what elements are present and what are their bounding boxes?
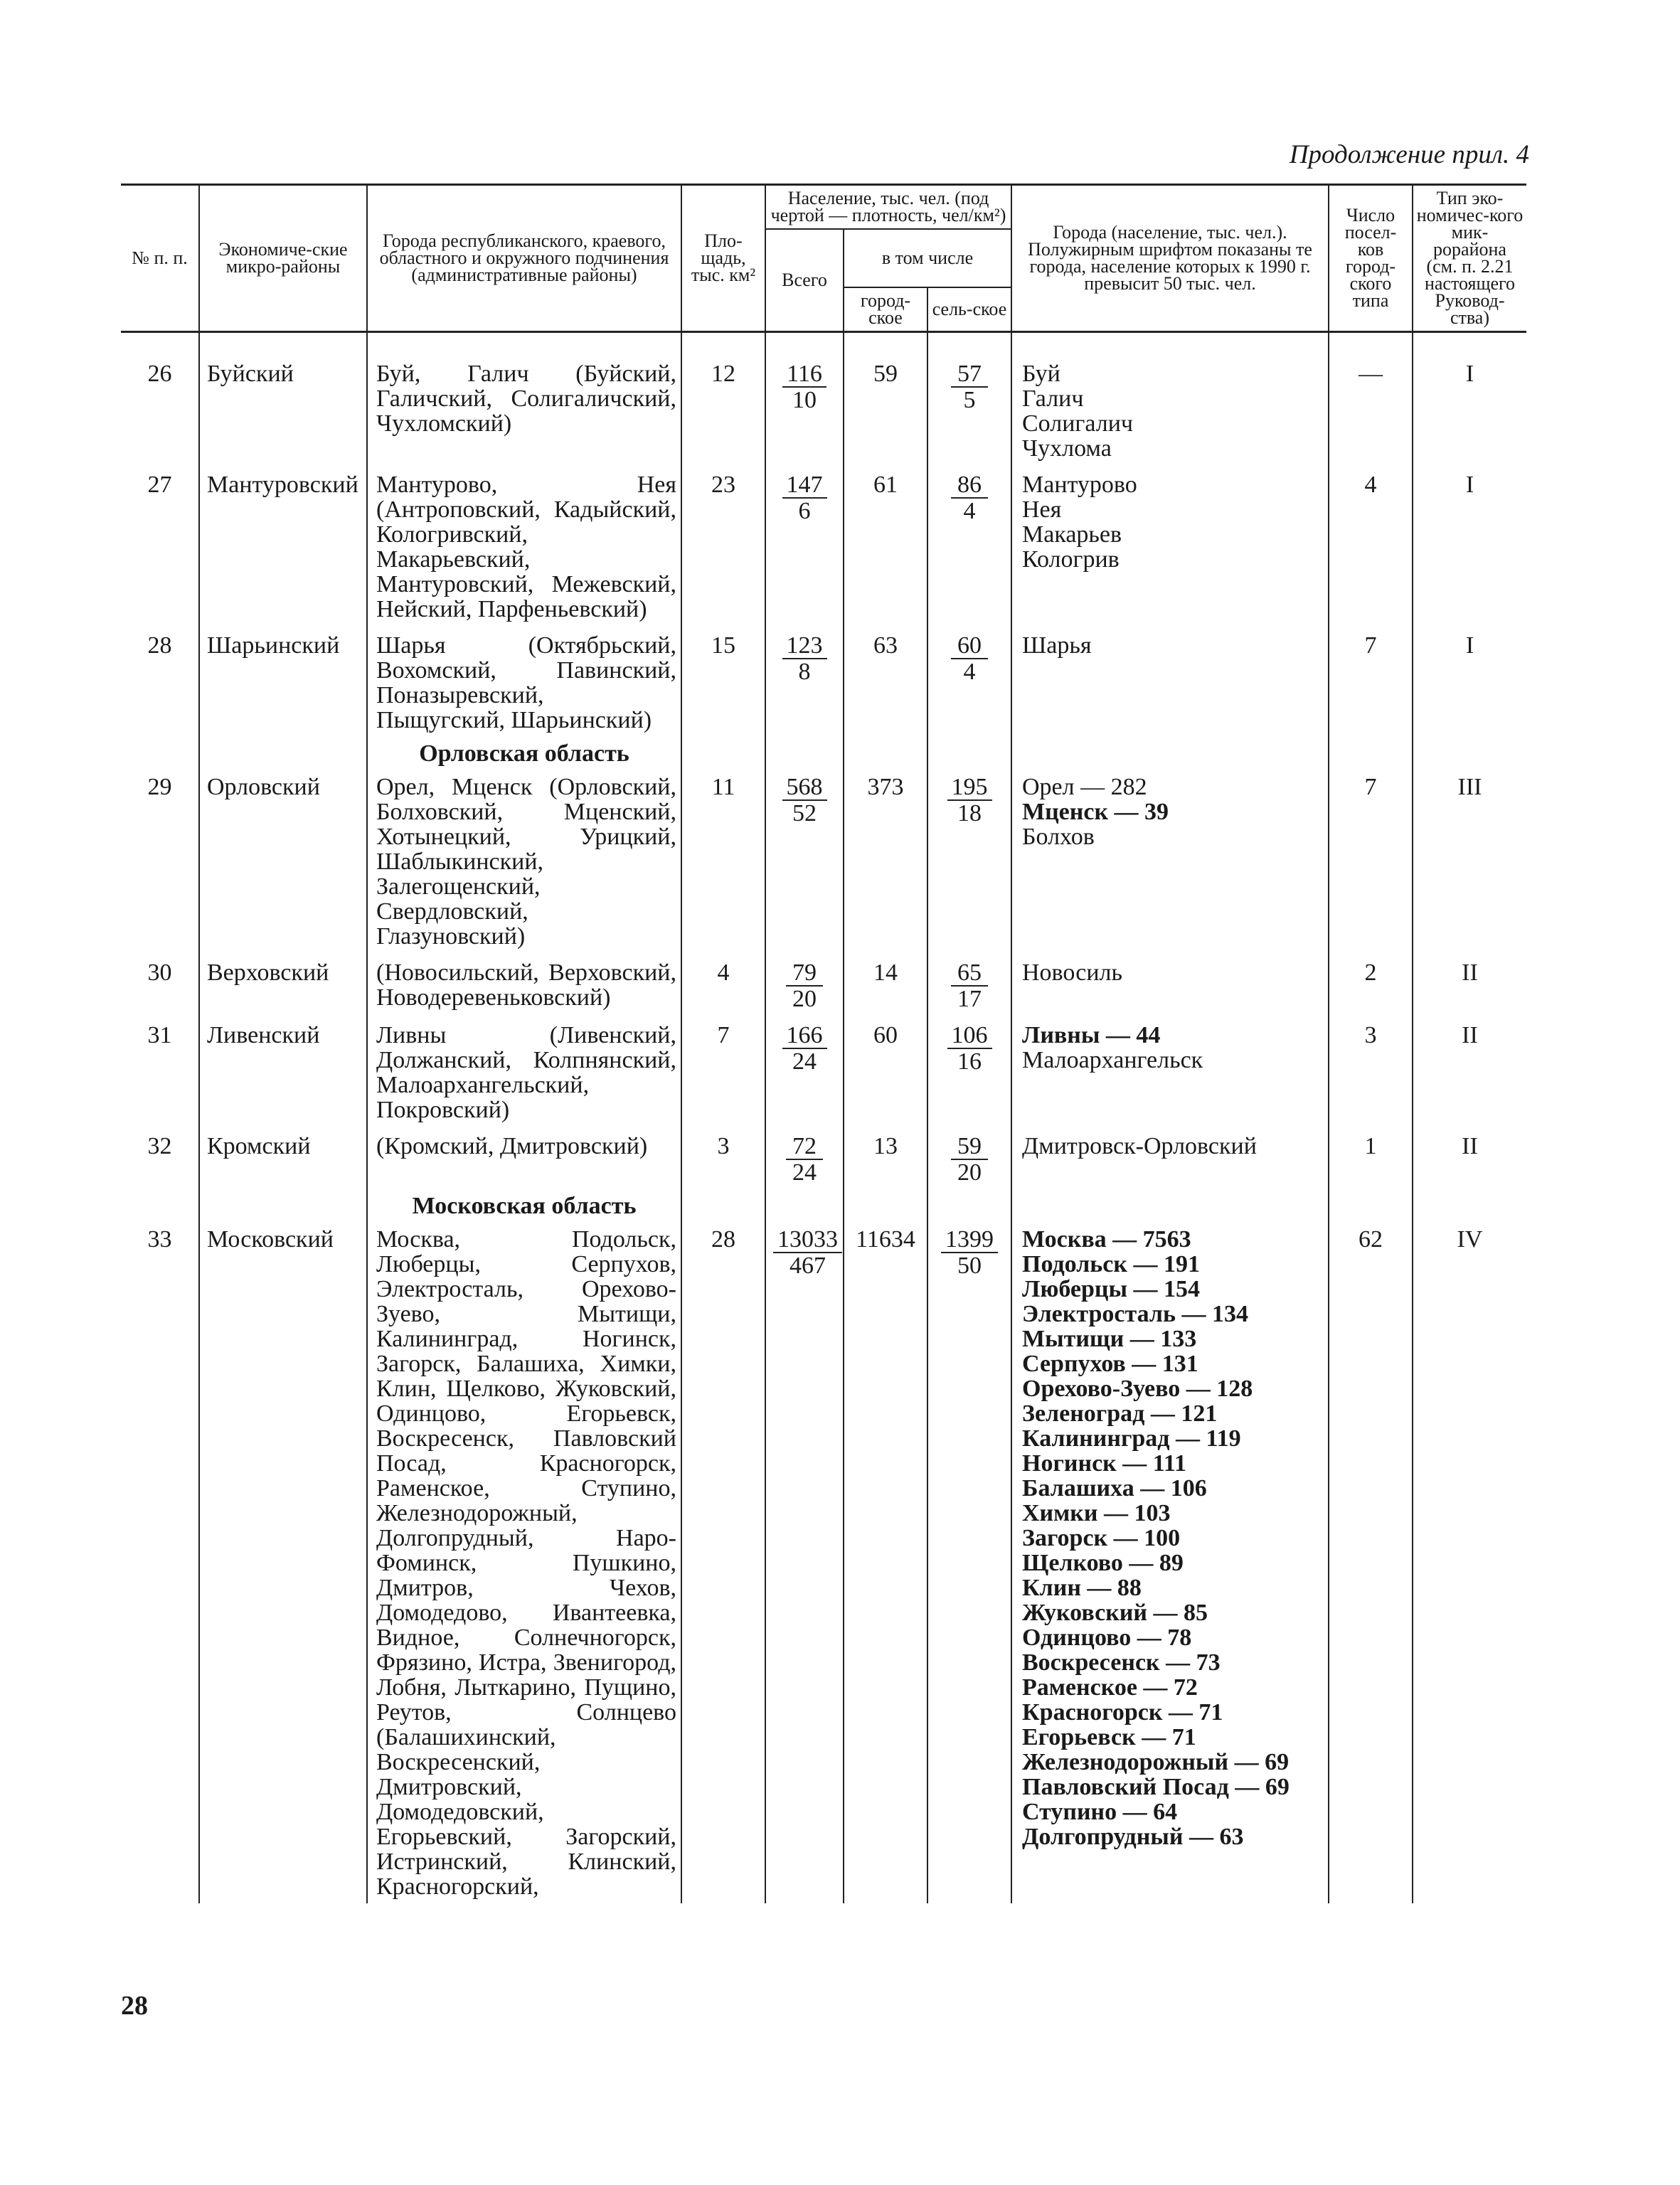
region-title: Орловская область bbox=[419, 740, 629, 767]
rural-density: 5 bbox=[963, 387, 976, 413]
total-density: 24 bbox=[792, 1048, 817, 1075]
header-no: № п. п. bbox=[121, 185, 199, 332]
header-urban: город-ское bbox=[844, 287, 927, 332]
row-number: 32 bbox=[121, 1127, 199, 1189]
urban-value: 63 bbox=[844, 626, 927, 737]
micro-name: Буйский bbox=[199, 354, 367, 465]
rural-value: 65 bbox=[951, 960, 988, 987]
total-fraction bbox=[782, 472, 827, 523]
micro-name: Орловский bbox=[199, 767, 367, 953]
rural-value: 57 bbox=[951, 361, 988, 388]
town-item: Ногинск — 111 bbox=[1022, 1450, 1186, 1477]
area-value: 3 bbox=[681, 1127, 765, 1189]
town-item: Щелково — 89 bbox=[1022, 1550, 1184, 1576]
settlements-count: 3 bbox=[1329, 1016, 1413, 1127]
town-item: Болхов bbox=[1022, 824, 1095, 850]
area-value: 4 bbox=[681, 953, 765, 1016]
rural-density: 50 bbox=[957, 1253, 982, 1279]
total-fraction bbox=[786, 1134, 823, 1185]
settlements-count: — bbox=[1329, 354, 1413, 465]
table-body bbox=[121, 332, 1526, 1904]
row-number: 29 bbox=[121, 767, 199, 953]
town-item: Малоархангельск bbox=[1022, 1047, 1203, 1073]
town-item: Серпухов — 131 bbox=[1022, 1351, 1198, 1377]
micro-type: II bbox=[1413, 1127, 1526, 1189]
total-value: 116 bbox=[782, 361, 826, 388]
town-item: Мантурово bbox=[1022, 472, 1137, 498]
rural-density: 16 bbox=[957, 1048, 982, 1075]
micro-type: III bbox=[1413, 767, 1526, 953]
header-area: Пло-щадь, тыс. км² bbox=[681, 185, 765, 332]
total-value: 147 bbox=[782, 472, 827, 499]
town-item: Железнодорожный — 69 bbox=[1022, 1749, 1290, 1775]
micro-name: Московский bbox=[199, 1220, 367, 1903]
header-rural: сель-ское bbox=[927, 287, 1011, 332]
header-settl: Число посел-ков город-ского типа bbox=[1329, 185, 1413, 332]
town-item: Долгопрудный — 63 bbox=[1022, 1824, 1244, 1850]
town-item: Воскресенск — 73 bbox=[1022, 1649, 1221, 1676]
area-value: 11 bbox=[681, 767, 765, 953]
town-item: Дмитровск-Орловский bbox=[1022, 1133, 1257, 1159]
area-value: 7 bbox=[681, 1016, 765, 1127]
town-item: Химки — 103 bbox=[1022, 1500, 1171, 1526]
town-item: Подольск — 191 bbox=[1022, 1251, 1200, 1277]
micro-type: I bbox=[1413, 465, 1526, 626]
towns-list bbox=[1011, 354, 1329, 465]
town-item: Павловский Посад — 69 bbox=[1022, 1774, 1290, 1800]
towns-list bbox=[1011, 1220, 1329, 1903]
header-incl: в том числе bbox=[844, 229, 1011, 287]
town-item: Егорьевск — 71 bbox=[1022, 1724, 1196, 1750]
table-row bbox=[121, 1220, 1526, 1903]
town-item: Орел — 282 bbox=[1022, 774, 1147, 800]
cities-text: Москва, Подольск, Люберцы, Серпухов, Электросталь, Орехово-Зуево, Мытищи, Калининград, Ногинск, Загорск, Балашиха, Химки, Клин, Щелково, Жуковский, Одинцово, Егорьевск, Воскресенск, Павловский Посад, Красногорск, Раменское, Ступино, Железнодорожный, Долгопрудный, Наро-Фоминск, Пушкино, Дмитров, Чехов, Домодедово, Ивантеевка, Видное, Солнечногорск, Фрязино, Истра, Звенигород, Лобня, Лыткарино, Пущино, Реутов, Солнцево (Балашихинский, Воскресенский, Дмитровский, Домодедовский, Егорьевский, Загорский, Истринский, Клинский, Красногорский, bbox=[367, 1220, 681, 1903]
cities-text: (Кромский, Дмитровский) bbox=[367, 1127, 681, 1189]
total-fraction bbox=[786, 960, 823, 1011]
micro-name: Верховский bbox=[199, 953, 367, 1016]
total-density: 6 bbox=[798, 498, 811, 524]
table-row bbox=[121, 465, 1526, 626]
header-cities: Города республиканского, краевого, областного и окружного подчинения (административные районы) bbox=[367, 185, 681, 332]
town-item: Красногорск — 71 bbox=[1022, 1699, 1223, 1726]
table-row bbox=[121, 626, 1526, 737]
settlements-count: 62 bbox=[1329, 1220, 1413, 1903]
town-item: Нея bbox=[1022, 496, 1062, 523]
settlements-count: 1 bbox=[1329, 1127, 1413, 1189]
micro-name: Шарьинский bbox=[199, 626, 367, 737]
urban-value: 59 bbox=[844, 354, 927, 465]
rural-fraction bbox=[951, 361, 988, 413]
urban-value: 60 bbox=[844, 1016, 927, 1127]
rural-fraction bbox=[951, 633, 988, 684]
town-item: Новосиль bbox=[1022, 959, 1122, 986]
table-row bbox=[121, 953, 1526, 1016]
total-density: 10 bbox=[792, 387, 817, 413]
total-fraction bbox=[782, 633, 827, 684]
header-micro: Экономиче-ские микро-районы bbox=[199, 185, 367, 332]
micro-type: I bbox=[1413, 626, 1526, 737]
town-item: Чухлома bbox=[1022, 435, 1112, 462]
micro-name: Кромский bbox=[199, 1127, 367, 1189]
towns-list bbox=[1011, 465, 1329, 626]
town-item: Солигалич bbox=[1022, 410, 1133, 437]
towns-list bbox=[1011, 1127, 1329, 1189]
header-towns: Города (население, тыс. чел.). Полужирным шрифтом показаны те города, население которых к 1990 г. превысит 50 тыс. чел. bbox=[1011, 185, 1329, 332]
total-density: 52 bbox=[792, 800, 817, 826]
town-item: Орехово-Зуево — 128 bbox=[1022, 1376, 1253, 1402]
total-value: 13033 bbox=[773, 1227, 842, 1253]
area-value: 15 bbox=[681, 626, 765, 737]
micro-type: II bbox=[1413, 1016, 1526, 1127]
towns-list bbox=[1011, 1016, 1329, 1127]
micro-type: I bbox=[1413, 354, 1526, 465]
micro-name: Мантуровский bbox=[199, 465, 367, 626]
rural-density: 20 bbox=[957, 1159, 982, 1186]
town-item: Клин — 88 bbox=[1022, 1575, 1142, 1601]
rural-fraction bbox=[951, 960, 988, 1011]
urban-value: 11634 bbox=[844, 1220, 927, 1903]
towns-list bbox=[1011, 626, 1329, 737]
town-item: Макарьев bbox=[1022, 521, 1122, 548]
area-value: 23 bbox=[681, 465, 765, 626]
urban-value: 13 bbox=[844, 1127, 927, 1189]
total-fraction bbox=[782, 1023, 827, 1074]
micro-name: Ливенский bbox=[199, 1016, 367, 1127]
row-number: 31 bbox=[121, 1016, 199, 1127]
area-value: 12 bbox=[681, 354, 765, 465]
header-total: Всего bbox=[765, 229, 844, 332]
row-number: 26 bbox=[121, 354, 199, 465]
town-item: Одинцово — 78 bbox=[1022, 1625, 1192, 1651]
total-fraction bbox=[782, 775, 827, 826]
rural-fraction bbox=[951, 1134, 988, 1185]
rural-fraction bbox=[947, 1023, 992, 1074]
area-value: 28 bbox=[681, 1220, 765, 1903]
total-fraction bbox=[773, 1227, 842, 1278]
row-number: 33 bbox=[121, 1220, 199, 1903]
total-value: 123 bbox=[782, 633, 827, 659]
rural-fraction bbox=[941, 1227, 998, 1278]
cities-text: Орел, Мценск (Орловский, Болховский, Мценский, Хотынецкий, Урицкий, Шаблыкинский, Залегощенский, Свердловский, Глазуновский) bbox=[367, 767, 681, 953]
town-item: Мценск — 39 bbox=[1022, 799, 1169, 825]
page-title: Продолжение прил. 4 bbox=[1289, 140, 1529, 169]
town-item: Буй bbox=[1022, 361, 1060, 387]
settlements-count: 7 bbox=[1329, 626, 1413, 737]
rural-value: 59 bbox=[951, 1134, 988, 1160]
rural-value: 106 bbox=[947, 1023, 992, 1049]
region-title: Московская область bbox=[412, 1193, 637, 1219]
rural-fraction bbox=[947, 775, 992, 826]
settlements-count: 2 bbox=[1329, 953, 1413, 1016]
total-value: 166 bbox=[782, 1023, 827, 1049]
town-item: Москва — 7563 bbox=[1022, 1226, 1191, 1253]
cities-text: (Новосильский, Верховский, Новодеревеньковский) bbox=[367, 953, 681, 1016]
row-number: 28 bbox=[121, 626, 199, 737]
rural-value: 195 bbox=[947, 775, 992, 801]
urban-value: 61 bbox=[844, 465, 927, 626]
rural-density: 4 bbox=[963, 659, 976, 685]
table-row bbox=[121, 1127, 1526, 1189]
total-density: 20 bbox=[792, 986, 817, 1012]
rural-value: 60 bbox=[951, 633, 988, 659]
urban-value: 14 bbox=[844, 953, 927, 1016]
total-fraction bbox=[782, 361, 826, 413]
town-item: Жуковский — 85 bbox=[1022, 1600, 1208, 1626]
cities-text: Буй, Галич (Буйский, Галичский, Солигаличский, Чухломский) bbox=[367, 354, 681, 465]
town-item: Люберцы — 154 bbox=[1022, 1276, 1201, 1302]
micro-type: IV bbox=[1413, 1220, 1526, 1903]
towns-list bbox=[1011, 953, 1329, 1016]
town-item: Балашиха — 106 bbox=[1022, 1475, 1207, 1501]
table-row bbox=[121, 1016, 1526, 1127]
data-table bbox=[121, 184, 1526, 1903]
town-item: Кологрив bbox=[1022, 546, 1120, 573]
settlements-count: 7 bbox=[1329, 767, 1413, 953]
rural-value: 1399 bbox=[941, 1227, 998, 1253]
town-item: Калининград — 119 bbox=[1022, 1425, 1241, 1452]
total-value: 79 bbox=[786, 960, 823, 987]
total-value: 72 bbox=[786, 1134, 823, 1160]
rural-value: 86 bbox=[951, 472, 988, 499]
cities-text: Шарья (Октябрьский, Вохомский, Павинский, Поназыревский, Пыщугский, Шарьинский) bbox=[367, 626, 681, 737]
total-density: 467 bbox=[790, 1253, 826, 1279]
town-item: Электросталь — 134 bbox=[1022, 1301, 1248, 1327]
settlements-count: 4 bbox=[1329, 465, 1413, 626]
total-density: 24 bbox=[792, 1159, 817, 1186]
urban-value: 373 bbox=[844, 767, 927, 953]
rural-density: 18 bbox=[957, 800, 982, 826]
town-item: Загорск — 100 bbox=[1022, 1525, 1181, 1551]
table-row bbox=[121, 767, 1526, 953]
town-item: Ступино — 64 bbox=[1022, 1799, 1178, 1825]
town-item: Галич bbox=[1022, 386, 1084, 412]
header-pop: Население, тыс. чел. (под чертой — плотность, чел/км²) bbox=[765, 185, 1011, 230]
rural-density: 17 bbox=[957, 986, 982, 1012]
town-item: Раменское — 72 bbox=[1022, 1674, 1198, 1701]
cities-text: Мантурово, Нея (Антроповский, Кадыйский, Кологривский, Макарьевский, Мантуровский, Межевский, Нейский, Парфеньевский) bbox=[367, 465, 681, 626]
rural-fraction bbox=[951, 472, 988, 523]
table-row bbox=[121, 354, 1526, 465]
total-value: 568 bbox=[782, 775, 827, 801]
town-item: Шарья bbox=[1022, 632, 1092, 659]
towns-list bbox=[1011, 767, 1329, 953]
row-number: 27 bbox=[121, 465, 199, 626]
cities-text: Ливны (Ливенский, Должанский, Колпнянский, Малоархангельский, Покровский) bbox=[367, 1016, 681, 1127]
town-item: Зеленоград — 121 bbox=[1022, 1400, 1218, 1427]
micro-type: II bbox=[1413, 953, 1526, 1016]
town-item: Ливны — 44 bbox=[1022, 1022, 1161, 1048]
row-number: 30 bbox=[121, 953, 199, 1016]
town-item: Мытищи — 133 bbox=[1022, 1326, 1197, 1352]
page-number: 28 bbox=[121, 1991, 148, 2021]
header-type: Тип эко-номичес-кого мик-рорайона (см. п. 2.21 настоящего Руковод-ства) bbox=[1413, 185, 1526, 332]
rural-density: 4 bbox=[963, 498, 976, 524]
total-density: 8 bbox=[798, 659, 811, 685]
